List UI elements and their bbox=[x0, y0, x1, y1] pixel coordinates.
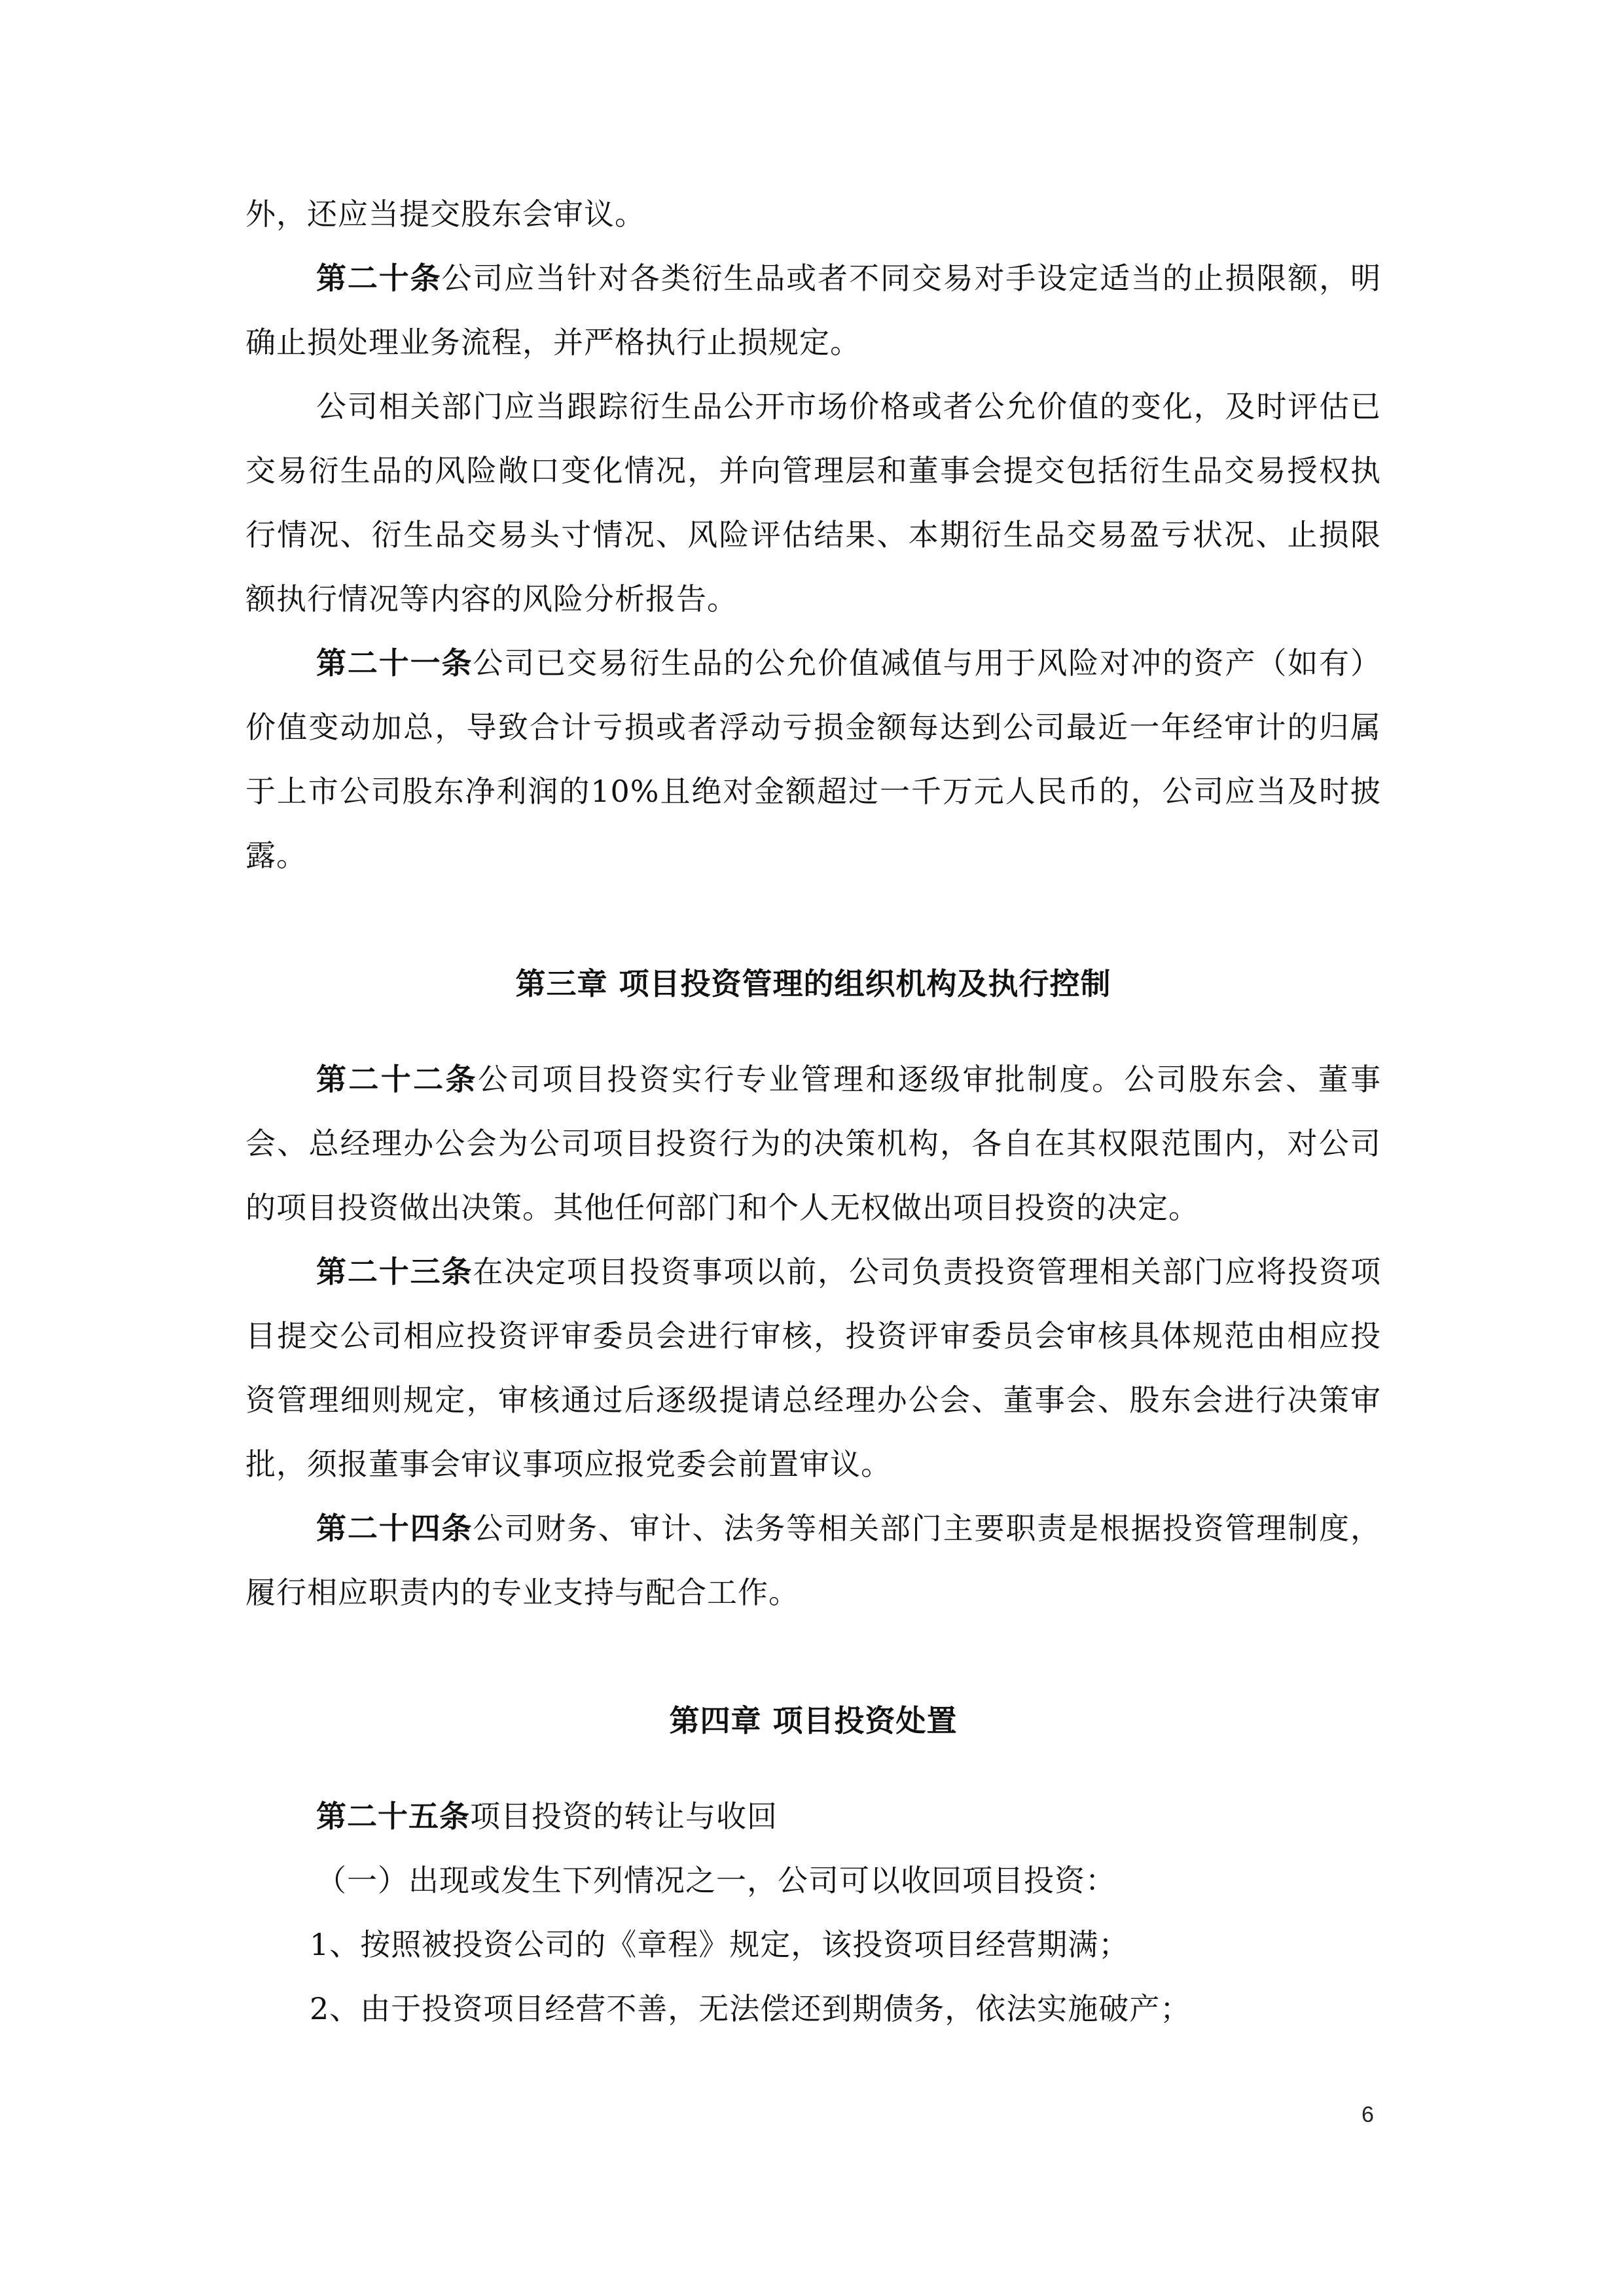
document-body bbox=[245, 182, 1381, 2041]
article-23 bbox=[245, 1240, 1381, 1496]
article-20-text: 公司应当针对各类衍生品或者不同交易对手设定适当的止损限额，明确止损处理业务流程，并严格执行止损规定。 bbox=[245, 260, 1382, 360]
list-subitem-2: 2、由于投资项目经营不善，无法偿还到期债务，依法实施破产； bbox=[310, 1991, 1191, 2026]
article-22-title: 第二十二条 bbox=[316, 1062, 478, 1097]
paragraph-continuation: 外，还应当提交股东会审议。 bbox=[245, 196, 645, 232]
article-22-text: 公司项目投资实行专业管理和逐级审批制度。公司股东会、董事会、总经理办公会为公司项目投资行为的决策机构，各自在其权限范围内，对公司的项目投资做出决策。其他任何部门和个人无权做出项目投资的决定。 bbox=[245, 1062, 1381, 1225]
article-20 bbox=[245, 246, 1381, 374]
article-20-title: 第二十条 bbox=[316, 260, 442, 296]
article-23-text: 在决定项目投资事项以前，公司负责投资管理相关部门应将投资项目提交公司相应投资评审委员会进行审核，投资评审委员会审核具体规范由相应投资管理细则规定，审核通过后逐级提请总经理办公会、董事会、股东会进行决策审批，须报董事会审议事项应报党委会前置审议。 bbox=[245, 1254, 1382, 1482]
article-20-paragraph-2: 公司相关部门应当跟踪衍生品公开市场价格或者公允价值的变化，及时评估已交易衍生品的风险敞口变化情况，并向管理层和董事会提交包括衍生品交易授权执行情况、衍生品交易头寸情况、风险评估结果、本期衍生品交易盈亏状况、止损限额执行情况等内容的风险分析报告。 bbox=[245, 389, 1381, 617]
article-24-text: 公司财务、审计、法务等相关部门主要职责是根据投资管理制度，履行相应职责内的专业支持与配合工作。 bbox=[245, 1511, 1382, 1610]
page-number: 6 bbox=[1362, 2102, 1374, 2127]
article-25-title: 第二十五条 bbox=[316, 1799, 470, 1834]
article-21-text: 公司已交易衍生品的公允价值减值与用于风险对冲的资产（如有）价值变动加总，导致合计亏损或者浮动亏损金额每达到公司最近一年经审计的归属于上市公司股东净利润的10%且绝对金额超过一千万元人民币的，公司应当及时披露。 bbox=[245, 645, 1382, 873]
article-24 bbox=[245, 1496, 1381, 1624]
chapter-3-heading: 第三章 项目投资管理的组织机构及执行控制 bbox=[515, 966, 1111, 1001]
article-23-title: 第二十三条 bbox=[316, 1254, 473, 1289]
article-25-text: 项目投资的转让与收回 bbox=[470, 1799, 778, 1834]
article-21-title: 第二十一条 bbox=[316, 645, 473, 681]
list-item-1: （一）出现或发生下列情况之一，公司可以收回项目投资： bbox=[316, 1863, 1116, 1898]
chapter-4-heading: 第四章 项目投资处置 bbox=[669, 1703, 958, 1738]
article-21 bbox=[245, 631, 1381, 888]
article-25 bbox=[245, 1784, 1381, 1848]
article-22 bbox=[245, 1047, 1381, 1240]
article-24-title: 第二十四条 bbox=[316, 1511, 473, 1546]
list-subitem-1: 1、按照被投资公司的《章程》规定，该投资项目经营期满； bbox=[310, 1927, 1130, 1962]
